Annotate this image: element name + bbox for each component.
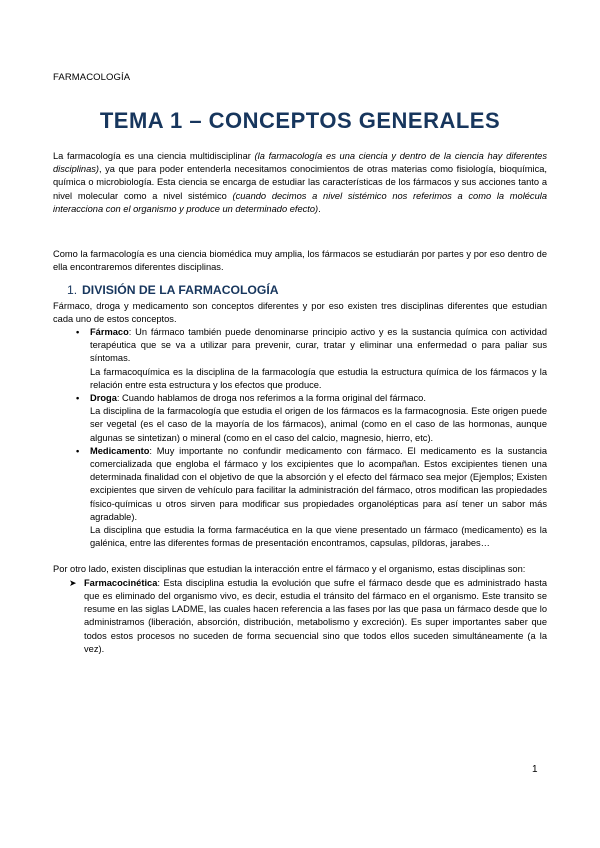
list-item-text: : Esta disciplina estudia la evolución que sufre el fármaco desde que es administrado hasta que es eliminado del organismo vivo, es decir, estudia el tránsito del fármaco en el organismo. Este transito se resume en las siglas LADME, las cuales hacen referencia a las fases por las que pasa un fármaco desde que lo administramos (liberación, absorción, distribución, metabolismo y excreción). Es super importantes saber que todos estos procesos no suceden de forma secuencial sino que todos ellos suceden simultáneamente (a la vez). [84,577,547,654]
list-item-text: : Un fármaco también puede denominarse principio activo y es la sustancia química con actividad terapéutica que se va a utilizar para prevenir, curar, tratar y eliminar una enfermedad o para paliar sus síntomas. [90,327,547,364]
interaction-list [53,577,547,656]
list-item-text: : Muy importante no confundir medicamento con fármaco. El medicamento es la sustancia comercializada que engloba el fármaco y los excipientes que lo acompañan. Estos excipientes tienen una determinada finalidad con el objetivo de que la absorción y el efecto del fármaco sea mejor (Ejemplos; Existen excipientes que sirven de vehículo para facilitar la administración del fármaco, otros modifican las propiedades físico-químicas u otros sirven para modificar sus propiedades organolépticas para así tener un sabor más agradable). [90,445,547,522]
section-lead: Fármaco, droga y medicamento son conceptos diferentes y por eso existen tres disciplinas diferentes que estudian cada uno de estos conceptos. [53,300,547,324]
intro-text-2: , ya que para poder entenderla necesitamos conocimientos de otras materias como fisiología, bioquímica, química o microbiología. Esta ciencia se encarga de estudiar las características de los fármacos y sus acciones tanto a nivel molecular como a nivel sistémico [53,164,547,201]
bullet-icon: • [76,445,80,456]
list-item [76,445,547,551]
intro-text-3: . [318,203,321,214]
document-body [53,150,547,656]
intro-paragraph [53,150,547,216]
section-number: 1. [67,283,78,298]
bullet-icon: • [76,327,80,338]
concept-list [53,326,547,550]
arrow-bullet-icon: ➤ [69,577,77,588]
list-item [76,392,547,445]
list-item-text: : Cuando hablamos de droga nos referimos a la forma original del fármaco. [116,393,426,404]
list-item-extra: La disciplina de la farmacología que estudia el origen de los fármacos es la farmacognosia. Este origen puede ser vegetal (es el caso de la mayoría de los fármacos), animal (como en el caso de las hormonas, aunque algunas se sintetizan) o mineral (como en el caso del calcio, magnesio, hierro, etc). [90,406,547,443]
list-item-extra: La farmacoquímica es la disciplina de la farmacología que estudia la estructura química de los fármacos y la relación entre esta estructura y los efectos que produce. [90,366,547,390]
running-header: FARMACOLOGÍA [53,72,131,83]
list-item-extra: La disciplina que estudia la forma farmacéutica en la que viene presentado un fármaco (medicamento) es la galénica, entre las diferentes formas de presentación encontramos, capsulas, píldoras, jarabes… [90,525,547,549]
section-heading [67,284,547,297]
intro-italic-1: (la farmacología es una ciencia y dentro de la ciencia hay diferentes disciplinas) [53,151,547,175]
list-item [76,326,547,392]
list-item-term: Farmacocinética [84,577,158,588]
section-title: DIVISIÓN DE LA FARMACOLOGÍA [82,283,279,298]
third-paragraph: Por otro lado, existen disciplinas que estudian la interacción entre el fármaco y el organismo, estas disciplinas son: [53,564,526,575]
second-paragraph: Como la farmacología es una ciencia biomédica muy amplia, los fármacos se estudiarán por partes y por eso dentro de ella encontraremos diferentes disciplinas. [53,249,547,273]
bullet-icon: • [76,393,80,404]
list-item [69,577,547,656]
page-number: 1 [532,764,538,775]
list-item-term: Medicamento [90,445,150,456]
list-item-term: Fármaco [90,327,129,338]
list-item-term: Droga [90,393,117,404]
page-title: TEMA 1 – CONCEPTOS GENERALES [99,108,501,133]
intro-italic-2: (cuando decimos a nivel sistémico nos referimos a como la molécula interacciona con el organismo y produce un determinado efecto) [53,190,547,214]
intro-text-1: La farmacología es una ciencia multidisciplinar [53,151,255,161]
